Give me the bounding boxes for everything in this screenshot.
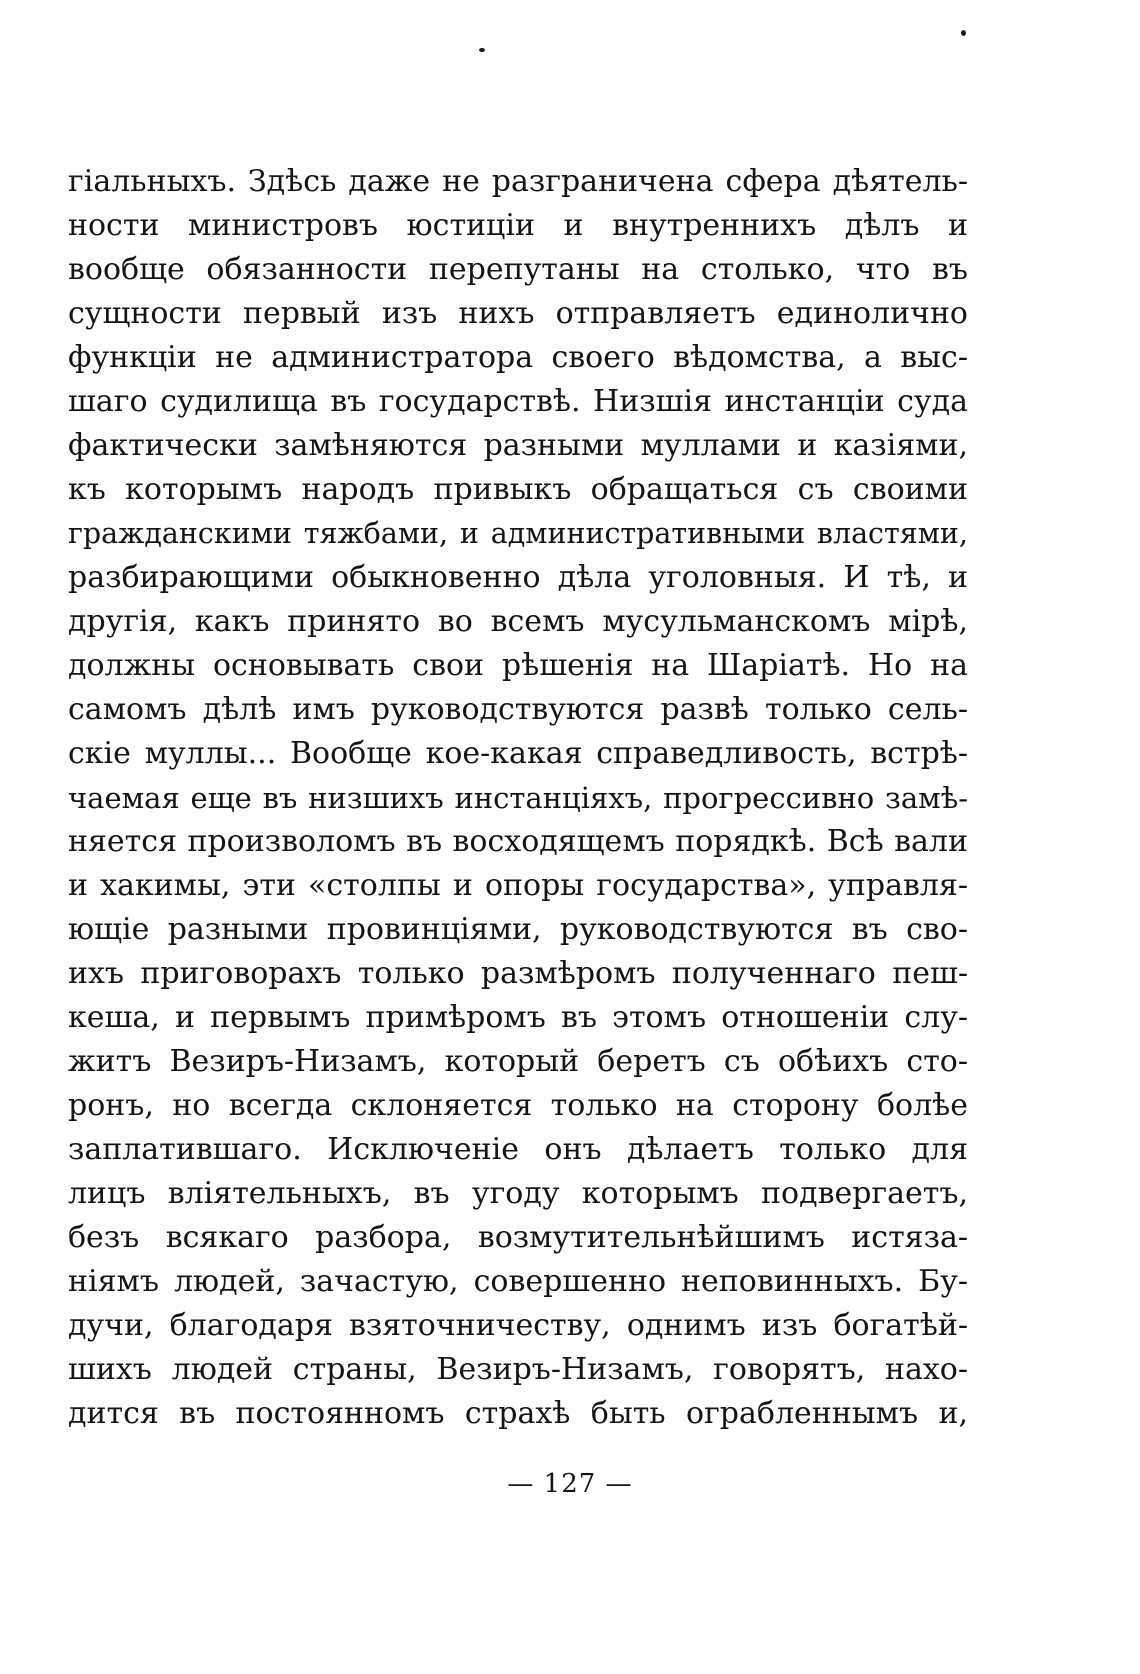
- text-line: сущности первый изъ нихъ отправляетъ единолично: [68, 296, 968, 331]
- text-line: шихъ людей страны, Везиръ-Низамъ, говорятъ, нахо-: [68, 1352, 968, 1387]
- text-line: ніямъ людей, зачастую, совершенно неповинныхъ. Бу-: [68, 1264, 968, 1299]
- text-line: няется произволомъ въ восходящемъ порядкѣ. Всѣ вали: [68, 824, 968, 859]
- text-line: ющіе разными провинціями, руководствуются въ сво-: [68, 912, 968, 947]
- text-line: другія, какъ принято во всемъ мусульманскомъ мірѣ,: [68, 604, 968, 639]
- text-line: къ которымъ народъ привыкъ обращаться съ своими: [68, 472, 968, 507]
- text-line: функціи не администратора своего вѣдомства, а выс-: [68, 340, 968, 375]
- text-line: фактически замѣняются разными муллами и казіями,: [68, 428, 968, 463]
- text-line: ихъ приговорахъ только размѣромъ полученнаго пеш-: [68, 956, 968, 991]
- text-line: самомъ дѣлѣ имъ руководствуются развѣ только сель-: [68, 692, 968, 727]
- text-line: чаемая еще въ низшихъ инстанціяхъ, прогрессивно замѣ-: [68, 781, 968, 815]
- text-line: скіе муллы... Вообще кое-какая справедливость, встрѣ-: [68, 736, 968, 771]
- text-line: лицъ вліятельныхъ, въ угоду которымъ подвергаетъ,: [68, 1176, 968, 1211]
- page-number: — 127 —: [507, 1469, 633, 1499]
- text-line: дучи, благодаря взяточничеству, однимъ изъ богатѣй-: [68, 1308, 968, 1343]
- text-line: кеша, и первымъ примѣромъ въ этомъ отношеніи слу-: [68, 1000, 968, 1035]
- body-text: [68, 160, 968, 1436]
- text-line: и хакимы, эти «столпы и опоры государства», управля-: [68, 868, 968, 903]
- print-speck: [961, 30, 966, 36]
- text-line: должны основывать свои рѣшенія на Шаріатѣ. Но на: [68, 648, 968, 683]
- text-line: вообще обязанности перепутаны на столько, что въ: [68, 252, 968, 287]
- text-line: ронъ, но всегда склоняется только на сторону болѣе: [68, 1088, 968, 1123]
- text-line: житъ Везиръ-Низамъ, который беретъ съ обѣихъ сто-: [68, 1044, 968, 1079]
- text-line: заплатившаго. Исключеніе онъ дѣлаетъ только для: [68, 1132, 968, 1167]
- text-line: разбирающими обыкновенно дѣла уголовныя. И тѣ, и: [68, 560, 968, 595]
- text-line: безъ всякаго разбора, возмутительнѣйшимъ истяза-: [68, 1220, 968, 1255]
- text-line: гражданскими тяжбами, и административными властями,: [68, 517, 968, 550]
- text-line: шаго судилища въ государствѣ. Низшія инстанціи суда: [68, 384, 968, 419]
- text-line: ности министровъ юстиціи и внутреннихъ дѣлъ и: [68, 208, 968, 243]
- text-line: дится въ постоянномъ страхѣ быть ограбленнымъ и,: [68, 1396, 968, 1431]
- text-line: гіальныхъ. Здѣсь даже не разграничена сфера дѣятель-: [68, 164, 968, 199]
- print-speck: [479, 48, 485, 52]
